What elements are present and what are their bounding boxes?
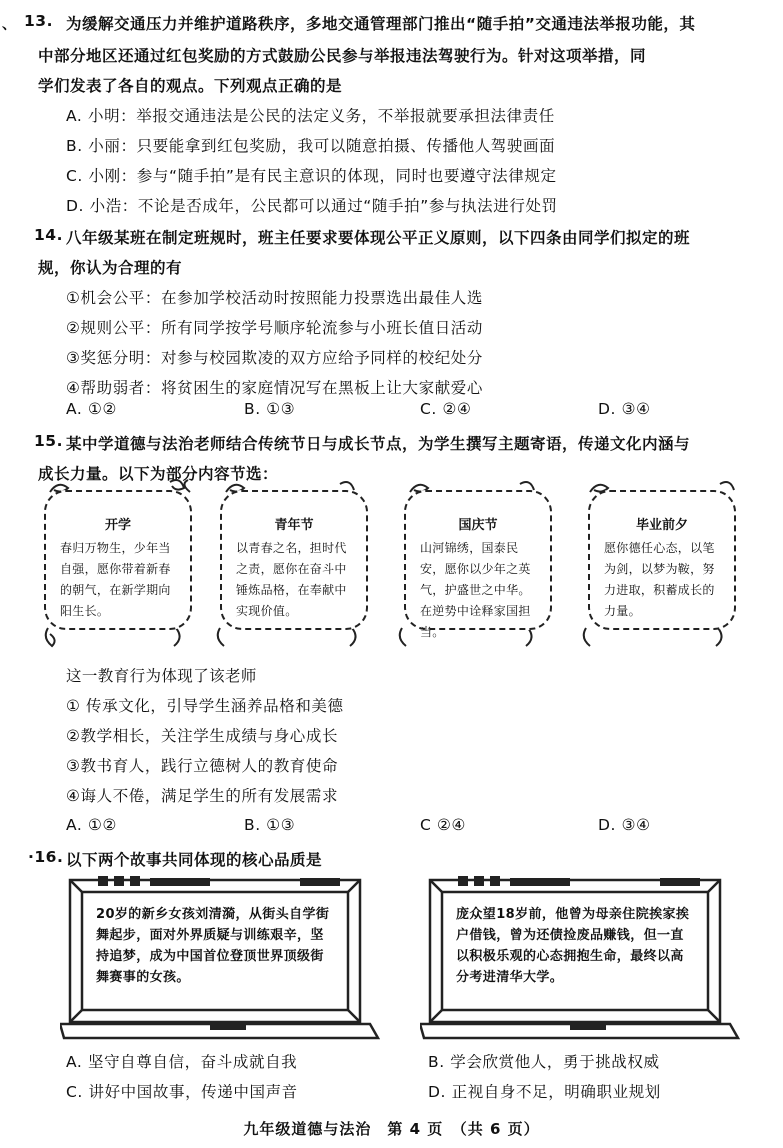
q14-choice-b: B. ①③ xyxy=(244,400,296,418)
q16-stem: 以下两个故事共同体现的核心品质是 xyxy=(66,851,323,869)
q15-item-4: ④诲人不倦，满足学生的所有发展需求 xyxy=(66,787,339,805)
card-kaixue xyxy=(44,490,192,630)
q15-item-2: ②教学相长，关注学生成绩与身心成长 xyxy=(66,727,339,745)
q15-item-3: ③教书育人，践行立德树人的教育使命 xyxy=(66,757,339,775)
q14-item-2: ②规则公平：所有同学按学号顺序轮流参与小班长值日活动 xyxy=(66,319,483,337)
q15-number: 15. xyxy=(34,432,63,450)
q15-choice-a: A. ①② xyxy=(66,816,117,834)
page-footer: 九年级道德与法治 第 4 页 （共 6 页） xyxy=(243,1120,540,1138)
q14-stem-line-1: 八年级某班在制定班规时，班主任要求要体现公平正义原则，以下四条由同学们拟定的班 xyxy=(66,229,691,247)
q14-item-3: ③奖惩分明：对参与校园欺凌的双方应给予同样的校纪处分 xyxy=(66,349,483,367)
card-kaixue-title: 开学 xyxy=(104,518,131,533)
card-biyeqianxi-title: 毕业前夕 xyxy=(635,518,688,533)
q14-item-1: ①机会公平：在参加学校活动时按照能力投票选出最佳人选 xyxy=(66,289,483,307)
q16-option-c: C. 讲好中国故事，传递中国声音 xyxy=(66,1083,298,1101)
q14-item-4: ④帮助弱者：将贫困生的家庭情况写在黑板上让大家献爱心 xyxy=(66,379,483,397)
q15-choice-d: D. ③④ xyxy=(598,816,651,834)
card-qingnianjie xyxy=(220,490,368,630)
q13-number: 13. xyxy=(24,12,53,30)
q16-number: ·16. xyxy=(28,848,64,866)
q15-choice-c: C ②④ xyxy=(420,816,466,834)
q14-choice-a: A. ①② xyxy=(66,400,117,418)
q15-lead: 这一教育行为体现了该老师 xyxy=(66,667,257,685)
card-biyeqianxi-body: 愿你德任心态，以笔为剑，以梦为鞍，努力进取，积蓄成长的力量。 xyxy=(604,541,715,618)
q13-stem-line-2: 中部分地区还通过红包奖励的方式鼓励公民参与举报违法驾驶行为。针对这项举措，同 xyxy=(38,47,647,65)
q14-number: 14. xyxy=(34,226,63,244)
q13-stem-line-1: 为缓解交通压力并维护道路秩序，多地交通管理部门推出“随手拍”交通违法举报功能，其 xyxy=(66,15,696,33)
card-guoqingjie-title: 国庆节 xyxy=(458,518,498,533)
q15-choice-b: B. ①③ xyxy=(244,816,296,834)
card-qingnianjie-body: 以青春之名，担时代之责，愿你在奋斗中锤炼品格，在奉献中实现价值。 xyxy=(236,541,347,618)
q14-choice-d: D. ③④ xyxy=(598,400,651,418)
q13-option-c: C. 小刚：参与“随手拍”是有民主意识的体现，同时也要遵守法律规定 xyxy=(66,167,557,185)
story-left-text: 20岁的新乡女孩刘清漪，从街头自学街舞起步，面对外界质疑与训练艰辛，坚持追梦，成为中国首位登顶世界顶级街舞赛事的女孩。 xyxy=(96,907,330,985)
q16-option-d: D. 正视自身不足，明确职业规划 xyxy=(428,1083,661,1101)
q15-stem-line-2: 成长力量。以下为部分内容节选： xyxy=(38,465,279,483)
q13-option-b: B. 小丽：只要能拿到红包奖励，我可以随意拍摄、传播他人驾驶画面 xyxy=(66,137,556,155)
card-guoqingjie xyxy=(404,490,552,639)
card-biyeqianxi xyxy=(588,490,736,630)
q13-option-d: D. 小浩：不论是否成年，公民都可以通过“随手拍”参与执法进行处罚 xyxy=(66,197,558,215)
card-guoqingjie-body: 山河锦绣，国泰民安，愿你以少年之英气，护盛世之中华。在逆势中诠释家国担当。 xyxy=(420,541,531,639)
q13-stem-line-3: 学们发表了各自的观点。下列观点正确的是 xyxy=(38,77,343,95)
card-qingnianjie-title: 青年节 xyxy=(274,518,314,533)
stray-mark: 、 xyxy=(2,17,16,33)
story-right-text: 庞众望18岁前，他曾为母亲住院挨家挨户借钱，曾为还债捡废品赚钱，但一直以积极乐观的心态拥抱生命，最终以高分考进清华大学。 xyxy=(456,907,690,985)
q16-option-b: B. 学会欣赏他人，勇于挑战权威 xyxy=(428,1053,660,1071)
q15-item-1: ① 传承文化，引导学生涵养品格和美德 xyxy=(66,697,344,715)
card-kaixue-body: 春归万物生，少年当自强，愿你带着新春的朝气，在新学期向阳生长。 xyxy=(60,541,171,618)
q16-option-a: A. 坚守自尊自信，奋斗成就自我 xyxy=(66,1053,298,1071)
q14-stem-line-2: 规，你认为合理的有 xyxy=(38,259,183,277)
q15-stem-line-1: 某中学道德与法治老师结合传统节日与成长节点，为学生撰写主题寄语，传递文化内涵与 xyxy=(66,435,691,453)
q14-choice-c: C. ②④ xyxy=(420,400,472,418)
q13-option-a: A. 小明：举报交通违法是公民的法定义务，不举报就要承担法律责任 xyxy=(66,107,555,125)
